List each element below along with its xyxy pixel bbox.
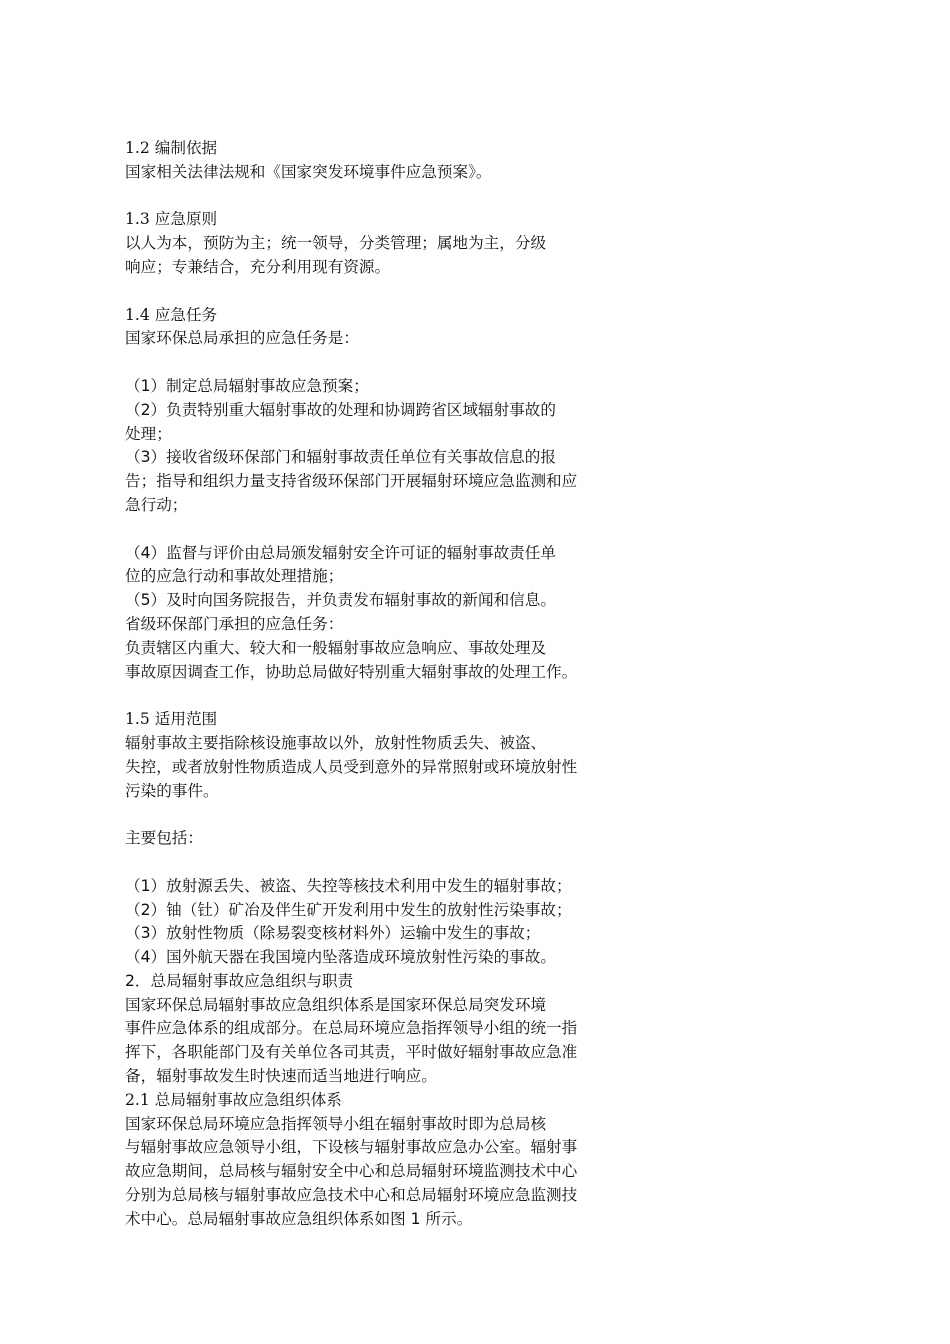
list-item: （2）铀（钍）矿冶及伴生矿开发利用中发生的放射性污染事故； [125,900,572,919]
section-heading-1-5: 1.5 适用范围 [125,710,218,729]
blank-line [125,351,645,375]
list-item: 急行动； [125,495,188,514]
section-heading-1-4: 1.4 应急任务 [125,305,218,324]
paragraph-line: 辐射事故主要指除核设施事故以外，放射性物质丢失、被盗、 [125,733,547,752]
list-item: 处理； [125,424,172,443]
section-heading-2-1: 2.1 总局辐射事故应急组织体系 [125,1090,342,1109]
paragraph-line: 分别为总局核与辐射事故应急技术中心和总局辐射环境应急监测技 [125,1186,578,1205]
blank-line [125,280,645,304]
list-item: 告；指导和组织力量支持省级环保部门开展辐射环境应急监测和应 [125,472,578,491]
list-item: （4）国外航天器在我国境内坠落造成环境放射性污染的事故。 [125,948,556,967]
paragraph-line: 国家环保总局环境应急指挥领导小组在辐射事故时即为总局核 [125,1114,547,1133]
paragraph-line: 国家相关法律法规和《国家突发环境事件应急预案》。 [125,162,492,181]
paragraph-line: 以人为本，预防为主；统一领导，分类管理；属地为主，分级 [125,234,547,253]
paragraph-line: 事件应急体系的组成部分。在总局环境应急指挥领导小组的统一指 [125,1019,578,1038]
list-item: （3）放射性物质（除易裂变核材料外）运输中发生的事故； [125,924,541,943]
paragraph-line: 省级环保部门承担的应急任务： [125,614,344,633]
blank-line [125,684,645,708]
list-item: （2）负责特别重大辐射事故的处理和协调跨省区域辐射事故的 [125,400,556,419]
paragraph-line: 故应急期间，总局核与辐射安全中心和总局辐射环境监测技术中心 [125,1162,578,1181]
paragraph-line: 国家环保总局承担的应急任务是： [125,329,359,348]
blank-line [125,803,645,827]
list-item: 位的应急行动和事故处理措施； [125,567,344,586]
paragraph-line: 备，辐射事故发生时快速而适当地进行响应。 [125,1067,437,1086]
section-heading-1-3: 1.3 应急原则 [125,210,218,229]
paragraph-line: 负责辖区内重大、较大和一般辐射事故应急响应、事故处理及 [125,638,547,657]
list-item: （1）制定总局辐射事故应急预案； [125,376,369,395]
section-heading-1-2: 1.2 编制依据 [125,139,218,157]
paragraph-line: 术中心。总局辐射事故应急组织体系如图 1 所示。 [125,1209,473,1228]
paragraph-line: 与辐射事故应急领导小组，下设核与辐射事故应急办公室。辐射事 [125,1138,578,1157]
blank-line [125,518,645,542]
paragraph-line: 失控，或者放射性物质造成人员受到意外的异常照射或环境放射性 [125,757,578,776]
section-heading-2: 2．总局辐射事故应急组织与职责 [125,971,354,990]
paragraph-line: 污染的事件。 [125,781,219,800]
list-item: （1）放射源丢失、被盗、失控等核技术利用中发生的辐射事故； [125,876,572,895]
paragraph-line: 事故原因调查工作，协助总局做好特别重大辐射事故的处理工作。 [125,662,578,681]
paragraph-line: 挥下，各职能部门及有关单位各司其责，平时做好辐射事故应急准 [125,1043,578,1062]
list-item: （3）接收省级环保部门和辐射事故责任单位有关事故信息的报 [125,448,556,467]
include-label: 主要包括： [125,829,203,848]
document-page [125,137,645,1232]
paragraph-line: 响应；专兼结合，充分利用现有资源。 [125,257,391,276]
blank-line [125,185,645,209]
list-item: （4）监督与评价由总局颁发辐射安全许可证的辐射事故责任单 [125,543,556,562]
list-item: （5）及时向国务院报告，并负责发布辐射事故的新闻和信息。 [125,591,556,610]
paragraph-line: 国家环保总局辐射事故应急组织体系是国家环保总局突发环境 [125,995,547,1014]
blank-line [125,851,645,875]
